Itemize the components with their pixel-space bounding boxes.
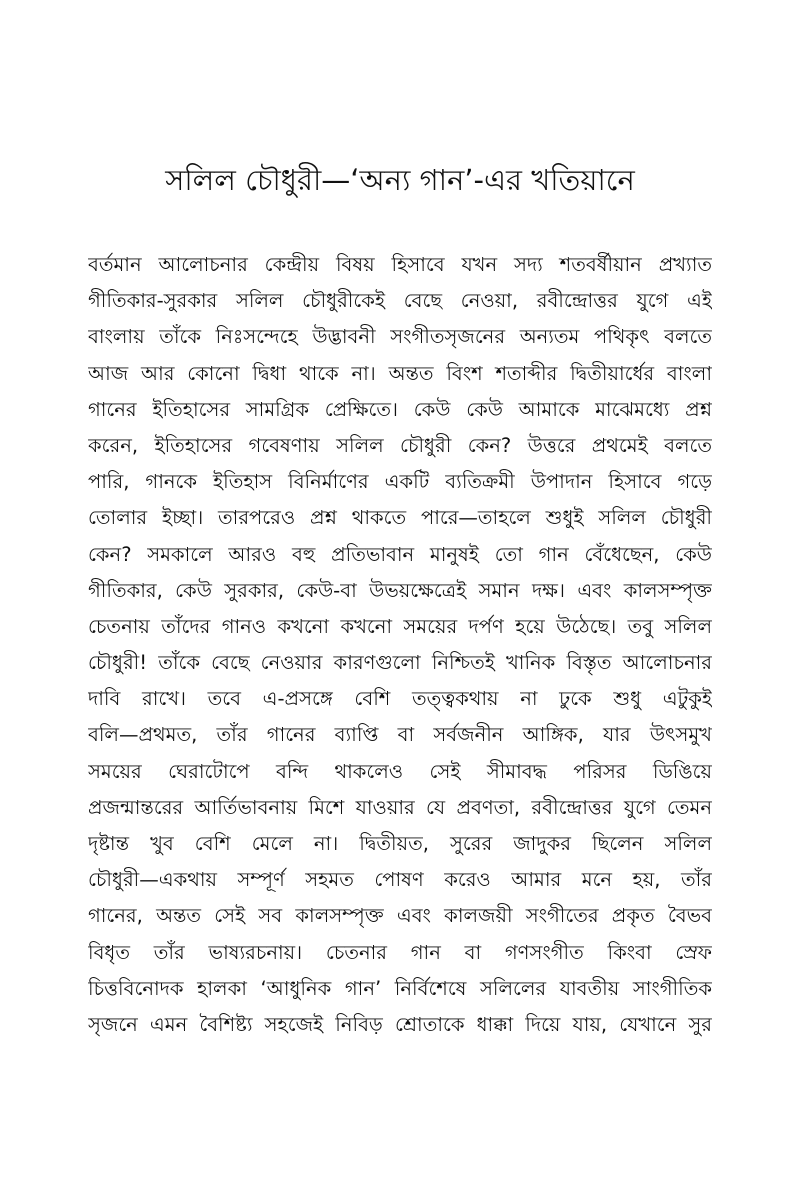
text-line: চিত্তবিনোদক হালকা ‘আধুনিক গান’ নির্বিশেষে সলিলের যাবতীয় সাংগীতিক — [88, 976, 712, 1000]
text-line: গানের, অন্তত সেই সব কালসম্পৃক্ত এবং কালজয়ী সংগীতের প্রকৃত বৈভব — [88, 904, 712, 928]
text-line: চেতনায় তাঁদের গানও কখনো কখনো সময়ের দর্পণ হয়ে উঠেছে। তবু সলিল — [88, 614, 712, 638]
body-paragraph — [88, 247, 712, 1043]
text-line: কেন? সমকালে আরও বহু প্রতিভাবান মানুষই তো গান বেঁধেছেন, কেউ — [88, 542, 712, 566]
text-line: গানের ইতিহাসের সামগ্রিক প্রেক্ষিতে। কেউ কেউ আমাকে মাঝেমধ্যে প্রশ্ন — [88, 397, 712, 421]
text-line: বাংলায় তাঁকে নিঃসন্দেহে উদ্ভাবনী সংগীতসৃজনের অন্যতম পথিকৃৎ বলতে — [88, 325, 712, 349]
chapter-title: সলিল চৌধুরী—‘অন্য গান’-এর খতিয়ানে — [165, 163, 635, 197]
text-line: তোলার ইচ্ছা। তারপরেও প্রশ্ন থাকতে পারে—তাহলে শুধুই সলিল চৌধুরী — [88, 506, 712, 530]
text-line: চৌধুরী! তাঁকে বেছে নেওয়ার কারণগুলো নিশ্চিতই খানিক বিস্তৃত আলোচনার — [88, 651, 712, 675]
text-line: করেন, ইতিহাসের গবেষণায় সলিল চৌধুরী কেন? উত্তরে প্রথমেই বলতে — [88, 433, 712, 457]
text-line: সৃজনে এমন বৈশিষ্ট্য সহজেই নিবিড় শ্রোতাকে ধাক্কা দিয়ে যায়, যেখানে সুর — [88, 1012, 712, 1036]
text-line: গীতিকার, কেউ সুরকার, কেউ-বা উভয়ক্ষেত্রেই সমান দক্ষ। এবং কালসম্পৃক্ত — [88, 578, 712, 602]
text-line: পারি, গানকে ইতিহাস বিনির্মাণের একটি ব্যতিক্রমী উপাদান হিসাবে গড়ে — [88, 470, 712, 494]
text-line: প্রজন্মান্তরের আর্তিভাবনায় মিশে যাওয়ার যে প্রবণতা, রবীন্দ্রোত্তর যুগে তেমন — [88, 795, 712, 819]
text-line: দাবি রাখে। তবে এ-প্রসঙ্গে বেশি তত্ত্বকথায় না ঢুকে শুধু এটুকুই — [88, 687, 712, 711]
text-line: আজ আর কোনো দ্বিধা থাকে না। অন্তত বিংশ শতাব্দীর দ্বিতীয়ার্ধের বাংলা — [88, 361, 712, 385]
text-line: দৃষ্টান্ত খুব বেশি মেলে না। দ্বিতীয়ত, সুরের জাদুকর ছিলেন সলিল — [88, 832, 712, 855]
text-line: বিধৃত তাঁর ভাষ্যরচনায়। চেতনার গান বা গণসংগীত কিংবা স্রেফ — [88, 940, 712, 964]
text-line: চৌধুরী—একথায় সম্পূর্ণ সহমত পোষণ করেও আমার মনে হয়, তাঁর — [88, 868, 712, 892]
text-line: বলি—প্রথমত, তাঁর গানের ব্যাপ্তি বা সর্বজনীন আঙ্গিক, যার উৎসমুখ — [88, 723, 712, 747]
text-line: সময়ের ঘেরাটোপে বন্দি থাকলেও সেই সীমাবদ্ধ পরিসর ডিঙিয়ে — [88, 759, 712, 783]
text-line: গীতিকার-সুরকার সলিল চৌধুরীকেই বেছে নেওয়া, রবীন্দ্রোত্তর যুগে এই — [88, 289, 712, 313]
text-line: বর্তমান আলোচনার কেন্দ্রীয় বিষয় হিসাবে যখন সদ্য শতবর্ষীয়ান প্রখ্যাত — [88, 253, 712, 276]
